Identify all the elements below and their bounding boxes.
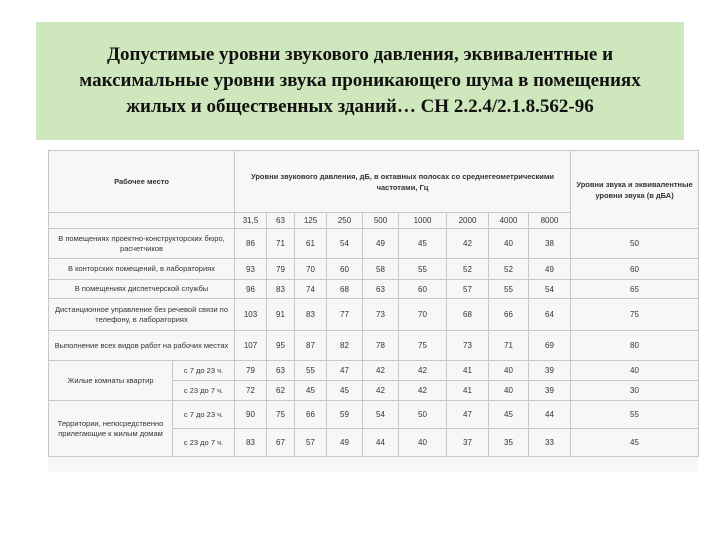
noise-table: [48, 150, 699, 457]
value-cell: 60: [399, 280, 447, 299]
time-cell: с 23 до 7 ч.: [173, 381, 235, 401]
noise-table-container: [48, 150, 698, 472]
workplace-cell: В помещениях диспетчерской службы: [49, 280, 235, 299]
freq-cell: 31,5: [235, 213, 267, 229]
level-cell: 30: [571, 381, 699, 401]
value-cell: 73: [363, 299, 399, 331]
value-cell: 86: [235, 229, 267, 259]
value-cell: 64: [529, 299, 571, 331]
value-cell: 49: [327, 429, 363, 457]
value-cell: 79: [235, 361, 267, 381]
workplace-cell: В помещениях проектно-конструкторских бюро, расчетчиков: [49, 229, 235, 259]
value-cell: 66: [489, 299, 529, 331]
value-cell: 41: [447, 361, 489, 381]
value-cell: 69: [529, 331, 571, 361]
table-row: [49, 280, 699, 299]
value-cell: 57: [295, 429, 327, 457]
value-cell: 50: [399, 401, 447, 429]
value-cell: 68: [447, 299, 489, 331]
value-cell: 71: [489, 331, 529, 361]
value-cell: 91: [267, 299, 295, 331]
level-cell: 80: [571, 331, 699, 361]
value-cell: 90: [235, 401, 267, 429]
header-workplace: Рабочее место: [49, 151, 235, 213]
value-cell: 59: [327, 401, 363, 429]
value-cell: 63: [267, 361, 295, 381]
value-cell: 71: [267, 229, 295, 259]
workplace-cell: Дистанционное управление без речевой связи по телефону, в лабораториях: [49, 299, 235, 331]
value-cell: 40: [489, 381, 529, 401]
value-cell: 42: [399, 361, 447, 381]
table-row: [49, 401, 699, 429]
value-cell: 62: [267, 381, 295, 401]
level-cell: 60: [571, 259, 699, 280]
level-cell: 55: [571, 401, 699, 429]
value-cell: 75: [399, 331, 447, 361]
freq-cell: 1000: [399, 213, 447, 229]
value-cell: 45: [399, 229, 447, 259]
level-cell: 65: [571, 280, 699, 299]
level-cell: 45: [571, 429, 699, 457]
value-cell: 42: [363, 361, 399, 381]
value-cell: 39: [529, 361, 571, 381]
table-row: [49, 259, 699, 280]
value-cell: 41: [447, 381, 489, 401]
page-title: Допустимые уровни звукового давления, эквивалентные и максимальные уровни звука проникающего шума в помещениях жилых и общественных зданий… СН 2.2.4/2.1.8.562-96: [79, 44, 641, 117]
value-cell: 52: [489, 259, 529, 280]
value-cell: 52: [447, 259, 489, 280]
value-cell: 45: [489, 401, 529, 429]
value-cell: 45: [295, 381, 327, 401]
value-cell: 47: [447, 401, 489, 429]
time-cell: с 23 до 7 ч.: [173, 429, 235, 457]
level-cell: 40: [571, 361, 699, 381]
value-cell: 83: [235, 429, 267, 457]
value-cell: 37: [447, 429, 489, 457]
value-cell: 93: [235, 259, 267, 280]
value-cell: 54: [363, 401, 399, 429]
value-cell: 79: [267, 259, 295, 280]
value-cell: 70: [399, 299, 447, 331]
header-level: Уровни звука и эквивалентные уровни звука (в дБА): [571, 151, 699, 229]
freq-cell: 63: [267, 213, 295, 229]
value-cell: 38: [529, 229, 571, 259]
table-row: [49, 361, 699, 381]
value-cell: 87: [295, 331, 327, 361]
level-cell: 50: [571, 229, 699, 259]
value-cell: 55: [489, 280, 529, 299]
freq-cell: 8000: [529, 213, 571, 229]
freq-cell: 2000: [447, 213, 489, 229]
level-cell: 75: [571, 299, 699, 331]
workplace-cell: Территории, непосредственно прилегающие к жилым домам: [49, 401, 173, 457]
value-cell: 103: [235, 299, 267, 331]
title-box: [36, 22, 684, 140]
time-cell: с 7 до 23 ч.: [173, 401, 235, 429]
value-cell: 40: [489, 229, 529, 259]
value-cell: 40: [489, 361, 529, 381]
value-cell: 74: [295, 280, 327, 299]
value-cell: 75: [267, 401, 295, 429]
header-pressure: Уровни звукового давления, дБ, в октавных полосах со среднегеометрическими частотами, Гц: [235, 151, 571, 213]
value-cell: 42: [363, 381, 399, 401]
value-cell: 57: [447, 280, 489, 299]
value-cell: 58: [363, 259, 399, 280]
value-cell: 66: [295, 401, 327, 429]
workplace-cell: Выполнение всех видов работ на рабочих местах: [49, 331, 235, 361]
value-cell: 70: [295, 259, 327, 280]
time-cell: с 7 до 23 ч.: [173, 361, 235, 381]
value-cell: 45: [327, 381, 363, 401]
value-cell: 107: [235, 331, 267, 361]
value-cell: 95: [267, 331, 295, 361]
value-cell: 77: [327, 299, 363, 331]
table-row: [49, 331, 699, 361]
value-cell: 44: [363, 429, 399, 457]
value-cell: 42: [447, 229, 489, 259]
value-cell: 96: [235, 280, 267, 299]
value-cell: 33: [529, 429, 571, 457]
value-cell: 54: [327, 229, 363, 259]
freq-spacer: [49, 213, 235, 229]
table-row: [49, 229, 699, 259]
value-cell: 55: [399, 259, 447, 280]
freq-cell: 4000: [489, 213, 529, 229]
freq-cell: 250: [327, 213, 363, 229]
value-cell: 61: [295, 229, 327, 259]
value-cell: 73: [447, 331, 489, 361]
value-cell: 55: [295, 361, 327, 381]
freq-cell: 125: [295, 213, 327, 229]
value-cell: 72: [235, 381, 267, 401]
workplace-cell: Жилые комнаты квартир: [49, 361, 173, 401]
value-cell: 47: [327, 361, 363, 381]
table-row: [49, 299, 699, 331]
value-cell: 35: [489, 429, 529, 457]
value-cell: 44: [529, 401, 571, 429]
value-cell: 83: [267, 280, 295, 299]
value-cell: 83: [295, 299, 327, 331]
value-cell: 49: [529, 259, 571, 280]
value-cell: 68: [327, 280, 363, 299]
value-cell: 82: [327, 331, 363, 361]
workplace-cell: В конторских помещений, в лабораториях: [49, 259, 235, 280]
value-cell: 67: [267, 429, 295, 457]
value-cell: 42: [399, 381, 447, 401]
value-cell: 40: [399, 429, 447, 457]
value-cell: 49: [363, 229, 399, 259]
value-cell: 63: [363, 280, 399, 299]
value-cell: 54: [529, 280, 571, 299]
value-cell: 39: [529, 381, 571, 401]
value-cell: 78: [363, 331, 399, 361]
value-cell: 60: [327, 259, 363, 280]
freq-cell: 500: [363, 213, 399, 229]
